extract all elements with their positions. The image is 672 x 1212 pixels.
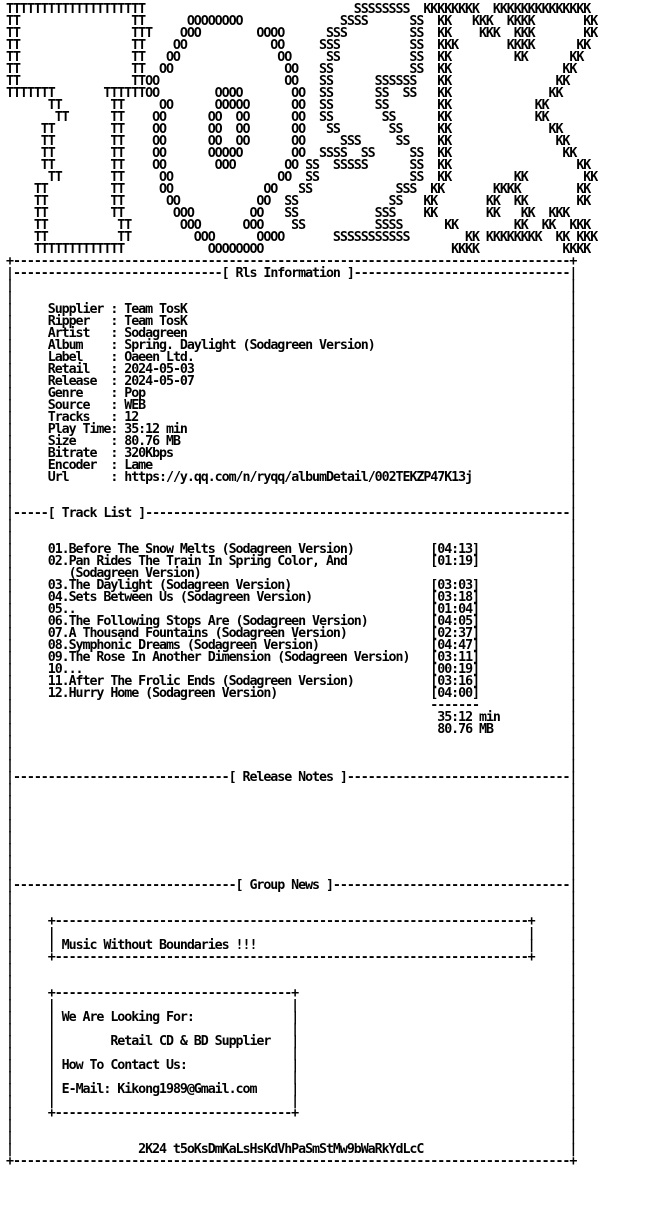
logo-ascii-art: TT TT OO OOOOO OO SS SS KK KK <box>6 98 549 113</box>
info-key: Artist <box>47 326 111 341</box>
track-duration: [03:11] <box>430 650 479 665</box>
info-key: Label <box>47 350 111 365</box>
track-title: 09.The Rose In Another Dimension (Sodagreen Version) <box>47 650 410 665</box>
track-title: 10... <box>47 662 83 677</box>
logo-ascii-art: TT TTOO OO SS SSSSSS KK KK <box>6 74 570 89</box>
logo-ascii-art: TTTTTTTTTTTTT OOOOOOOO KKKK KKKK <box>6 242 591 257</box>
logo-ascii-art: TTTTTTTTTTTTTTTTTTTT SSSSSSSS KKKKKKKK KKKKKKKKKKKKKK <box>6 2 591 17</box>
recruit-line: How To Contact Us: <box>61 1058 187 1073</box>
info-value: 12 <box>124 410 139 425</box>
track-duration: [02:37] <box>430 626 479 641</box>
info-key: Source <box>47 398 111 413</box>
signature-line: 2K24 t5oKsDmKaLsHsKdVhPaSmStMw9bWaRkYdLcC <box>138 1142 424 1157</box>
info-value: 35:12 min <box>124 422 187 437</box>
info-key: Play Time <box>47 422 111 437</box>
logo-ascii-art: TT TT OO OO SS SS KK KK KK <box>6 170 598 185</box>
info-value: 2024-05-03 <box>124 362 194 377</box>
recruit-line: We Are Looking For: <box>61 1010 194 1025</box>
track-title: 12.Hurry Home (Sodagreen Version) <box>47 686 278 701</box>
section-header-release-notes: [ Release Notes ] <box>228 770 347 785</box>
info-key: Album <box>47 338 111 353</box>
logo-ascii-art: TT TT OO OO SS SS KK KK <box>6 62 577 77</box>
track-duration: [03:16] <box>430 674 479 689</box>
track-title: 06.The Following Stops Are (Sodagreen Version) <box>47 614 368 629</box>
info-value: Pop <box>124 386 146 401</box>
info-key: Encoder <box>47 458 111 473</box>
info-key: Bitrate <box>47 446 111 461</box>
logo-ascii-art: TT TT OOO OOOO SSSSSSSSSSS KK KKKKKKKK KK KKK <box>6 230 598 245</box>
contact-email[interactable]: E-Mail: Kikong1989@Gmail.com <box>61 1082 257 1097</box>
logo-ascii-art: TT TT OO OO SS SS KK KK KK <box>6 50 584 65</box>
info-value: Oaeen Ltd. <box>124 350 194 365</box>
info-key: Tracks <box>47 410 111 425</box>
group-motto: Music Without Boundaries !!! <box>61 938 257 953</box>
logo-ascii-art: TT TT OO OOO OO SS SSSSS SS KK KK <box>6 158 591 173</box>
info-value: 80.76 MB <box>124 434 180 449</box>
section-header-rls-information: [ Rls Information ] <box>221 266 354 281</box>
logo-ascii-art: TT TT OO OO SS SSS KK KKKK KK <box>6 182 591 197</box>
info-value: WEB <box>124 398 146 413</box>
info-key: Release <box>47 374 111 389</box>
total-play-time: 35:12 min <box>437 710 500 725</box>
total-size: 80.76 MB <box>437 722 493 737</box>
track-duration: [03:18] <box>430 590 479 605</box>
info-value: 2024-05-07 <box>124 374 194 389</box>
info-key: Supplier <box>47 302 111 317</box>
logo-ascii-art: TT TT OO OO OO OO SSS SS KK KK <box>6 134 570 149</box>
logo-ascii-art: TT TT OO OO OO OO SS SS KK KK <box>6 122 563 137</box>
track-duration: [01:04] <box>430 602 479 617</box>
info-value: Lame <box>124 458 153 473</box>
logo-ascii-art: TT TT OOOOOOOO SSSS SS KK KKK KKKK KK <box>6 14 598 29</box>
info-key: Size <box>47 434 111 449</box>
info-key: Retail <box>47 362 111 377</box>
nfo-document: TTTTTTTTTTTTTTTTTTTT SSSSSSSS KKKKKKKK KKKKKKKKKKKKKK TT TT OOOOOOOO SSSS SS KK KKK KKKK KK TT TTT OOO OOOO SSS SS KK KKK KKK KK TT TT OO OO SSS SS KKK KKKK KK TT TT OO OO SS SS KK KK KK TT TT OO OO SS SS KK KK TT TTOO OO SS SSSSSS KK KK TTTTTTT TTTTTTOO OOOO OO SS SS SS KK KK TT TT OO OOOOO OO SS SS KK KK TT TT OO OO OO OO SS SS KK KK TT TT OO OO OO OO SS SS KK KK TT TT OO OO OO OO SSS SS KK KK TT TT OO OOOOO OO SSSS SS SS KK KK TT TT OO OOO OO SS SSSSS SS KK KK TT TT OO OO SS SS KK KK KK TT TT OO OO SS SSS KK KKKK KK TT TT OO OO SS SS KK KK KK KK TT TT OOO OO SS SSS KK KK KK KKK TT TT OOO OOO SS SSSS KK KK KK KKK TT TT OOO OOOO SSSSSSSSSSS KK KKKKKKKK KK KKK TTTTTTTTTTTTT OOOOOOOO KKKK KKKK +--------------------------------------------------------------------------------+ |------------------------------[ Rls Information ]-------------------------------| | | | | | Supplier : Team TosK | | Ripper : Team TosK | | Artist : Sodagreen | | Album : Spring. Daylight (Sodagreen Version) | | Label : Oaeen Ltd. | | Retail : 2024-05-03 | | Release : 2024-05-07 | | Genre : Pop | | Source : WEB | | Tracks : 12 | | Play Time: 35:12 min | | Size : 80.76 MB | | Bitrate : 320Kbps | | Encoder : Lame | | Url : https://y.qq.com/n/ryqq/albumDetail/002TEKZP47K13j | | | | | |-----[ Track List ]-------------------------------------------------------------| | | | | | 01.Before The Snow Melts (Sodagreen Version) [04:13] | | 02.Pan Rides The Train In Spring Color, And [01:19] | | (Sodagreen Version) | | 03.The Daylight (Sodagreen Version) [03:03] | | 04.Sets Between Us (Sodagreen Version) [03:18] | | 05.. [01:04] | | 06.The Following Stops Are (Sodagreen Version) [04:05] | | 07.A Thousand Fountains (Sodagreen Version) [02:37] | | 08.Symphonic Dreams (Sodagreen Version) [04:47] | | 09.The Rose In Another Dimension (Sodagreen Version) [03:11] | | 10... [00:19] | | 11.After The Frolic Ends (Sodagreen Version) [03:16] | | 12.Hurry Home (Sodagreen Version) [04:00] | | ------- | | 35:12 min | | 80.76 MB | | | | | | | |-------------------------------[ Release Notes ]--------------------------------| | | | | | | | | | | | | | | | | |--------------------------------[ Group News ]----------------------------------| | | | | | +--------------------------------------------------------------------+ | | | | | | | Music Without Boundaries !!! | | | +--------------------------------------------------------------------+ | | | | | | +----------------------------------+ | | | | | | | We Are Looking For: | | | | | | | | Retail CD & BD Supplier | | | | | | | | How To Contact Us: | | | | | | | | E-Mail: Kikong1989@Gmail.com | | | | | | | +----------------------------------+ | | | | | | 2K24 t5oKsDmKaLsHsKdVhPaSmStMw9bWaRkYdLcC | +--------------------------------------------------------------------------------+ <box>6 2 598 1169</box>
logo-ascii-art: TTTTTTT TTTTTTOO OOOO OO SS SS SS KK KK <box>6 86 563 101</box>
info-key: Genre <box>47 386 111 401</box>
track-title: 01.Before The Snow Melts (Sodagreen Version) <box>47 542 354 557</box>
track-title: 07.A Thousand Fountains (Sodagreen Version) <box>47 626 347 641</box>
section-header-group-news: [ Group News ] <box>235 878 333 893</box>
logo-ascii-art: TT TT OO OO SS SS KK KK KK KK <box>6 194 591 209</box>
track-duration: [03:03] <box>430 578 479 593</box>
track-title: 03.The Daylight (Sodagreen Version) <box>47 578 292 593</box>
info-value: Team TosK <box>124 314 187 329</box>
logo-ascii-art: TT TT OOO OOO SS SSSS KK KK KK KKK <box>6 218 591 233</box>
logo-ascii-art: TT TT OO OOOOO OO SSSS SS SS KK KK <box>6 146 577 161</box>
info-value: Spring. Daylight (Sodagreen Version) <box>124 338 375 353</box>
info-key: Url <box>47 470 111 485</box>
track-title: 05.. <box>47 602 76 617</box>
track-duration: [00:19] <box>430 662 479 677</box>
info-key: Ripper <box>47 314 111 329</box>
track-title: 04.Sets Between Us (Sodagreen Version) <box>47 590 313 605</box>
logo-ascii-art: TT TT OO OO OO OO SS SS KK KK <box>6 110 549 125</box>
track-title: 11.After The Frolic Ends (Sodagreen Version) <box>47 674 354 689</box>
track-title: 02.Pan Rides The Train In Spring Color, And <box>47 554 347 569</box>
info-value: 320Kbps <box>124 446 173 461</box>
track-title: (Sodagreen Version) <box>47 566 201 581</box>
track-title: 08.Symphonic Dreams (Sodagreen Version) <box>47 638 319 653</box>
section-header-track-list: [ Track List ] <box>47 506 146 521</box>
track-duration: [01:19] <box>430 554 479 569</box>
info-value: Team TosK <box>124 302 187 317</box>
logo-ascii-art: TT TT OO OO SSS SS KKK KKKK KK <box>6 38 591 53</box>
track-duration: [04:00] <box>430 686 479 701</box>
info-value: https://y.qq.com/n/ryqq/albumDetail/002TEKZP47K13j <box>124 470 473 485</box>
recruit-line: Retail CD & BD Supplier <box>61 1034 271 1049</box>
logo-ascii-art: TT TTT OOO OOOO SSS SS KK KKK KKK KK <box>6 26 598 41</box>
track-duration: [04:47] <box>430 638 479 653</box>
info-value: Sodagreen <box>124 326 187 341</box>
track-duration: [04:13] <box>430 542 479 557</box>
track-duration: [04:05] <box>430 614 479 629</box>
logo-ascii-art: TT TT OOO OO SS SSS KK KK KK KKK <box>6 206 570 221</box>
